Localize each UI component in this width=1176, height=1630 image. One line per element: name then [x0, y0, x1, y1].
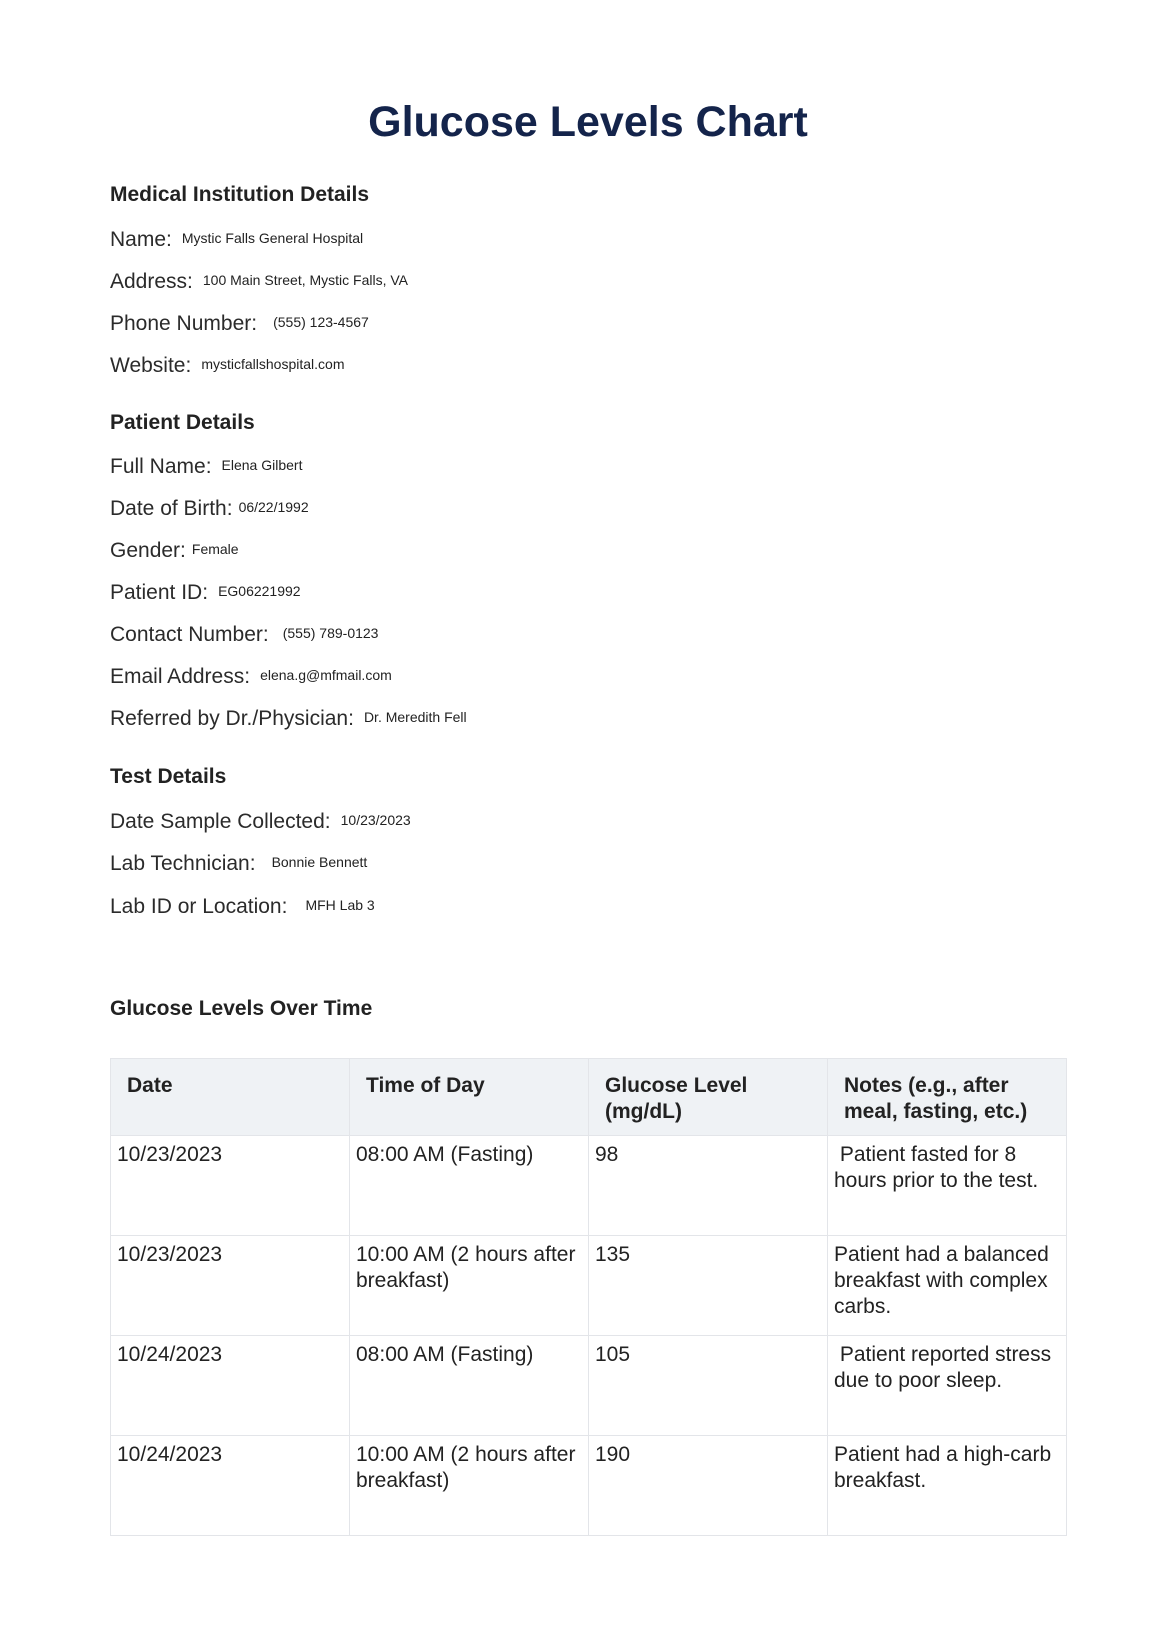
field-value: Bonnie Bennett [271, 854, 368, 870]
field-row [110, 267, 1066, 293]
field-row [110, 704, 1066, 730]
field-row [110, 849, 1066, 875]
field-label: Full Name: [110, 455, 212, 478]
cell-time: 08:00 AM (Fasting) [350, 1336, 589, 1436]
field-value: 06/22/1992 [238, 499, 309, 515]
field-label: Name: [110, 228, 172, 251]
cell-date: 10/24/2023 [111, 1436, 350, 1536]
cell-time: 10:00 AM (2 hours after breakfast) [350, 1236, 589, 1336]
field-label: Patient ID: [110, 581, 209, 604]
field-value: 100 Main Street, Mystic Falls, VA [202, 272, 409, 288]
field-label: Email Address: [110, 665, 251, 688]
cell-glucose: 105 [589, 1336, 828, 1436]
field-row [110, 662, 1066, 688]
field-row [110, 892, 1066, 918]
field-label: Gender: [110, 539, 186, 562]
field-value: EG06221992 [218, 583, 301, 599]
table-row [111, 1336, 1067, 1436]
cell-glucose: 135 [589, 1236, 828, 1336]
field-label: Contact Number: [110, 623, 269, 646]
field-label: Date Sample Collected: [110, 810, 331, 833]
field-row [110, 225, 1066, 251]
cell-glucose: 190 [589, 1436, 828, 1536]
field-label: Referred by Dr./Physician: [110, 707, 354, 730]
test-section [110, 764, 1066, 918]
section-heading: Test Details [110, 765, 227, 788]
field-value: elena.g@mfmail.com [260, 667, 392, 683]
field-row [110, 620, 1066, 646]
field-label: Date of Birth: [110, 497, 233, 520]
field-row [110, 494, 1066, 520]
field-value: MFH Lab 3 [305, 897, 375, 913]
glucose-table [110, 1058, 1067, 1536]
field-label: Lab ID or Location: [110, 895, 288, 918]
field-row [110, 351, 1066, 377]
field-value: (555) 123-4567 [273, 314, 369, 330]
field-value: mysticfallshospital.com [201, 356, 345, 372]
institution-section [110, 182, 1066, 377]
field-label: Website: [110, 354, 192, 377]
table-header-row [111, 1059, 1067, 1136]
field-value: 10/23/2023 [340, 812, 411, 828]
cell-date: 10/23/2023 [111, 1136, 350, 1236]
field-row [110, 536, 1066, 562]
field-label: Address: [110, 270, 193, 293]
field-value: (555) 789-0123 [282, 625, 379, 641]
field-row [110, 578, 1066, 604]
field-row [110, 452, 1066, 478]
cell-notes: Patient had a high-carb breakfast. [828, 1436, 1067, 1536]
field-value: Dr. Meredith Fell [363, 709, 467, 725]
field-row [110, 309, 1066, 335]
column-header-glucose: Glucose Level (mg/dL) [589, 1059, 828, 1136]
field-row [110, 807, 1066, 833]
section-heading: Patient Details [110, 411, 255, 434]
field-value: Mystic Falls General Hospital [181, 230, 364, 246]
page-title: Glucose Levels Chart [368, 98, 808, 146]
cell-notes: Patient reported stress due to poor sleep. [828, 1336, 1067, 1436]
field-value: Female [191, 541, 239, 557]
field-label: Lab Technician: [110, 852, 256, 875]
cell-date: 10/23/2023 [111, 1236, 350, 1336]
cell-glucose: 98 [589, 1136, 828, 1236]
table-row [111, 1236, 1067, 1336]
table-row [111, 1136, 1067, 1236]
cell-time: 08:00 AM (Fasting) [350, 1136, 589, 1236]
column-header-notes: Notes (e.g., after meal, fasting, etc.) [828, 1059, 1067, 1136]
field-label: Phone Number: [110, 312, 258, 335]
cell-time: 10:00 AM (2 hours after breakfast) [350, 1436, 589, 1536]
cell-notes: Patient had a balanced breakfast with complex carbs. [828, 1236, 1067, 1336]
column-header-time: Time of Day [350, 1059, 589, 1136]
table-row [111, 1436, 1067, 1536]
section-heading: Medical Institution Details [110, 183, 370, 206]
patient-section [110, 410, 1066, 730]
field-value: Elena Gilbert [221, 457, 303, 473]
cell-date: 10/24/2023 [111, 1336, 350, 1436]
glucose-table-wrapper [110, 1058, 1066, 1536]
table-heading: Glucose Levels Over Time [110, 997, 373, 1020]
cell-notes: Patient fasted for 8 hours prior to the test. [828, 1136, 1067, 1236]
column-header-date: Date [111, 1059, 350, 1136]
